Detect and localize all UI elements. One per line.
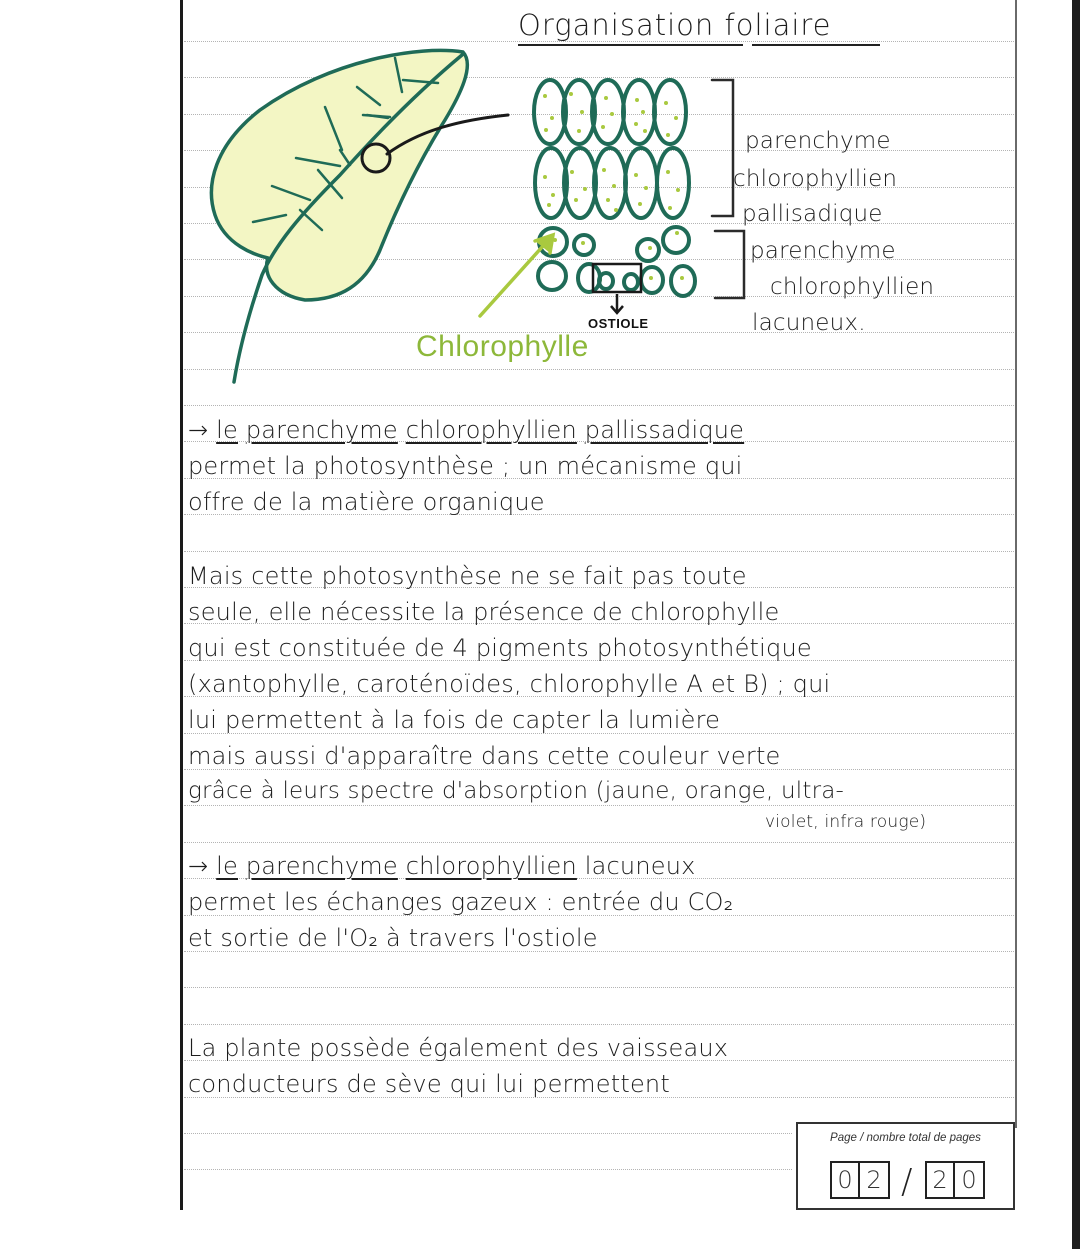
ruled-line: [184, 842, 1014, 843]
p2-tail: violet, infra rouge): [765, 812, 927, 832]
p3-line: et sortie de l'O₂ à travers l'ostiole: [188, 924, 598, 952]
p1-line: permet la photosynthèse ; un mécanisme qui: [188, 452, 743, 480]
p1-heading: [188, 416, 744, 444]
label-ostiole: OSTIOLE: [588, 316, 649, 331]
page-number-label: Page / nombre total de pages: [830, 1132, 981, 1144]
p2-line: mais aussi d'apparaître dans cette couleur verte: [188, 742, 781, 770]
chlorophylle-arrow: [480, 235, 553, 316]
ruled-line: [184, 1169, 792, 1170]
heading-word: pallissadique: [584, 416, 745, 444]
palisade-cells: [534, 80, 689, 218]
heading-word: le: [216, 416, 238, 444]
p4-line: La plante possède également des vaisseaux: [188, 1034, 729, 1062]
label-lacuneux-3: lacuneux.: [752, 310, 866, 336]
ruled-line: [184, 551, 1014, 552]
heading-word: lacuneux: [584, 852, 696, 880]
heading-word: le: [216, 852, 238, 880]
ruled-line: [184, 987, 1014, 988]
label-palissadique-3: pallisadique: [742, 201, 883, 227]
arrow-icon: →: [188, 416, 209, 444]
label-chlorophylle: Chlorophylle: [416, 330, 589, 363]
p2-line: qui est constituée de 4 pigments photosynthétique: [188, 634, 812, 662]
page-number-box: [796, 1122, 1015, 1210]
p1-line: offre de la matière organique: [188, 488, 545, 516]
p2-line: Mais cette photosynthèse ne se fait pas toute: [188, 562, 747, 590]
spongy-cells: [538, 227, 695, 296]
ruled-line: [184, 1024, 1014, 1025]
p2-line: lui permettent à la fois de capter la lumière: [188, 706, 721, 734]
total-digit: 0: [955, 1161, 985, 1199]
p3-heading: [188, 852, 696, 880]
page-title: Organisation foliaire: [518, 8, 832, 42]
p2-line: grâce à leurs spectre d'absorption (jaune, orange, ultra-: [188, 778, 845, 804]
heading-word: parenchyme: [245, 416, 398, 444]
p4-line: conducteurs de sève qui lui permettent: [188, 1070, 670, 1098]
p2-line: (xantophylle, caroténoïdes, chlorophylle A et B) ; qui: [188, 670, 831, 698]
arrow-icon: →: [188, 852, 209, 880]
label-lacuneux-2: chlorophyllien: [770, 274, 935, 300]
heading-word: chlorophyllien: [405, 416, 577, 444]
heading-word: parenchyme: [245, 852, 398, 880]
p2-line: seule, elle nécessite la présence de chlorophylle: [188, 598, 780, 626]
ruled-line: [184, 805, 1014, 806]
heading-word: chlorophyllien: [405, 852, 577, 880]
label-palissadique-1: parenchyme: [745, 128, 891, 154]
label-palissadique-2: chlorophyllien: [733, 166, 898, 192]
page-digit: 0: [830, 1161, 860, 1199]
ruled-line: [184, 405, 1014, 406]
page-separator: /: [901, 1162, 913, 1202]
total-pages: [925, 1161, 985, 1199]
ruled-line: [184, 1133, 792, 1134]
total-digit: 2: [925, 1161, 955, 1199]
page-digit: 2: [860, 1161, 890, 1199]
label-lacuneux-1: parenchyme: [750, 238, 896, 264]
current-page: [830, 1161, 890, 1199]
p3-line: permet les échanges gazeux : entrée du CO₂: [188, 888, 734, 916]
